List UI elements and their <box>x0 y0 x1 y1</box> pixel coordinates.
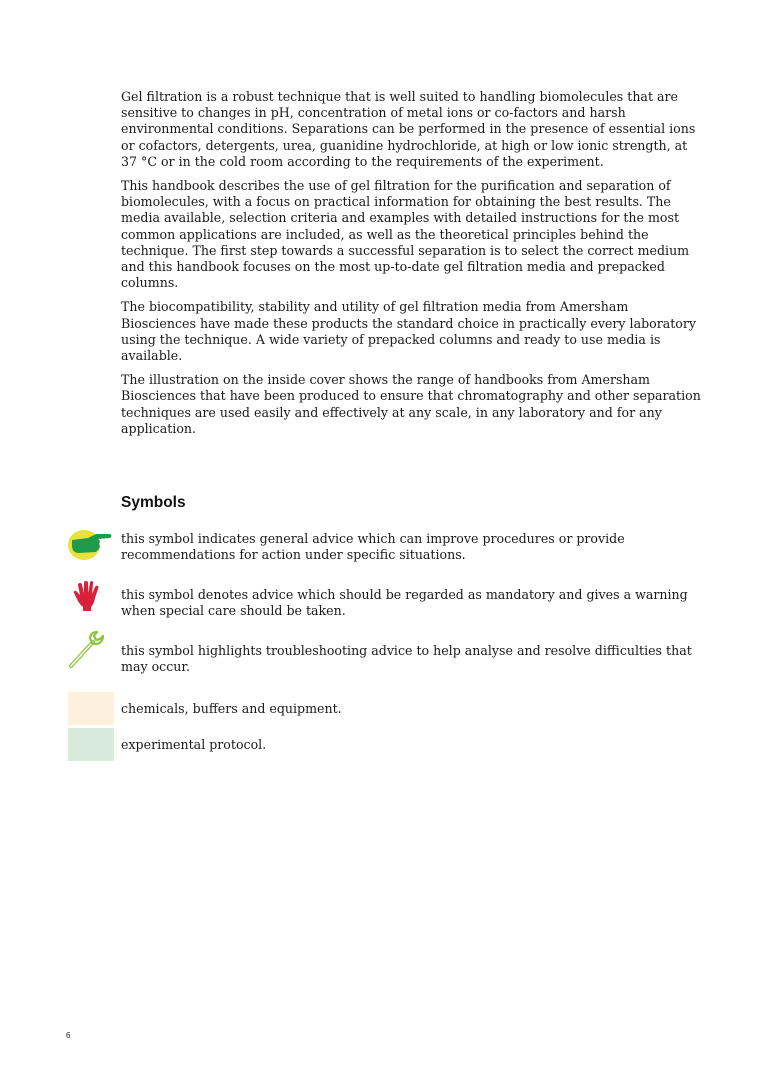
symbol-chemicals-text: chemicals, buffers and equipment. <box>121 701 342 716</box>
raised-hand-icon <box>71 581 105 613</box>
wrench-icon <box>67 630 107 670</box>
paragraph-illustration: The illustration on the inside cover shows the range of handbooks from Amersham Biosciences that have been produced to ensure that chromatography and other separation techniques are used easily and effectively at any scale, in any laboratory and for any application. <box>121 372 701 436</box>
body-text <box>121 89 701 445</box>
symbol-protocol-text: experimental protocol. <box>121 737 267 752</box>
symbol-warning-text: this symbol denotes advice which should be regarded as mandatory and gives a warning when special care should be taken. <box>121 587 688 619</box>
paragraph-biocompatibility: The biocompatibility, stability and utility of gel filtration media from Amersham Biosciences have made these products the standard choice in practically every laboratory using the technique. A wide variety of prepacked columns and ready to use media is available. <box>121 299 697 364</box>
chemicals-color-swatch <box>68 692 114 725</box>
paragraph-handbook: This handbook describes the use of gel filtration for the purification and separation of biomolecules, with a focus on practical information for obtaining the best results. The media available, selection criteria and examples with detailed instructions for the most common applications are included, as well as the theoretical principles behind the technique. The first step towards a successful separation is to select the correct medium and this handbook focuses on the most up-to-date gel filtration media and prepacked columns. <box>121 178 690 291</box>
symbol-advice-text: this symbol indicates general advice which can improve procedures or provide recommendations for action under specific situations. <box>121 531 625 563</box>
pointing-hand-icon <box>66 528 114 562</box>
paragraph-intro: Gel filtration is a robust technique that is well suited to handling biomolecules that are sensitive to changes in pH, concentration of metal ions or co-factors and harsh environmental conditions. Separations can be performed in the presence of essential ions or cofactors, detergents, urea, guanidine hydrochloride, at high or low ionic strength, at 37 °C or in the cold room according to the requirements of the experiment. <box>121 89 696 169</box>
symbol-troubleshooting-text: this symbol highlights troubleshooting advice to help analyse and resolve difficulties that may occur. <box>121 643 692 675</box>
page-number: 6 <box>66 1031 71 1040</box>
symbols-heading: Symbols <box>121 494 186 511</box>
protocol-color-swatch <box>68 728 114 761</box>
